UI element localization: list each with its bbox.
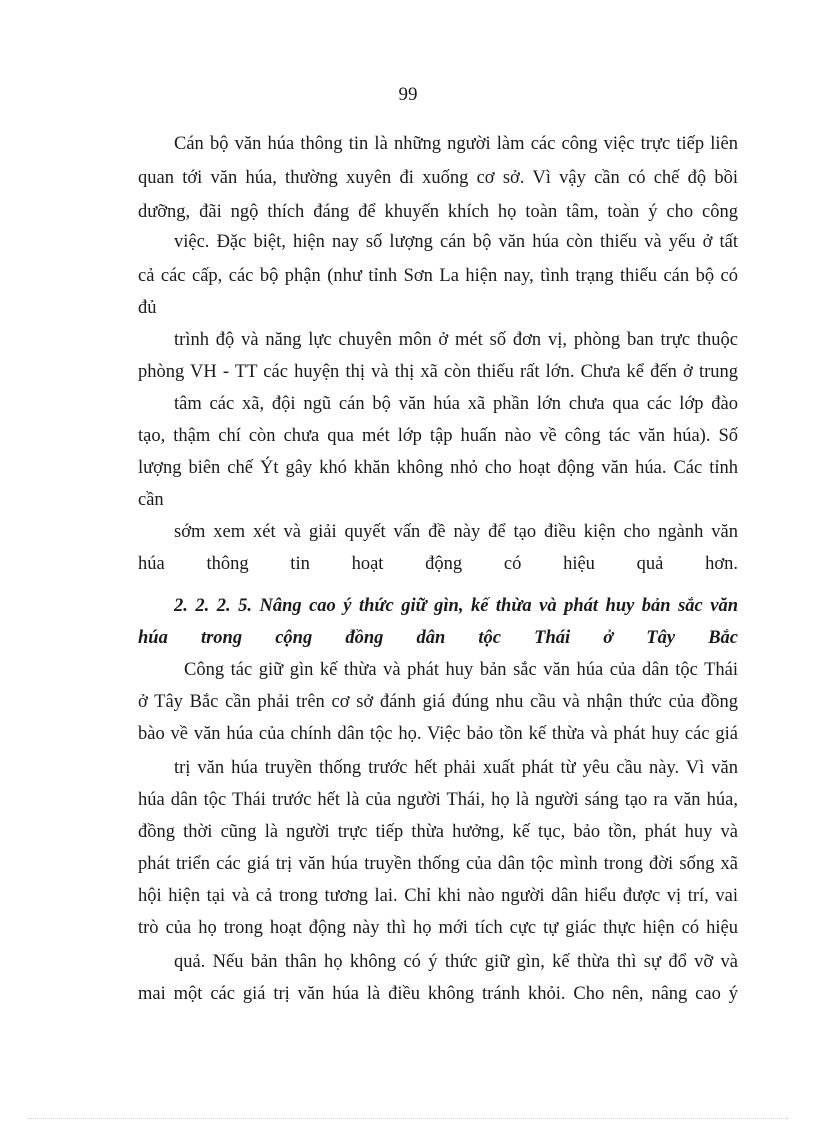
text-line: trò của họ trong hoạt động này thì họ mới tích cực tự giác thực hiện có hiệu — [138, 918, 738, 938]
text-line: cần — [138, 490, 164, 510]
text-line: sớm xem xét và giải quyết vấn đề này để tạo điều kiện cho ngành văn — [174, 522, 738, 542]
text-line: việc. Đặc biệt, hiện nay số lượng cán bộ văn húa còn thiếu và yếu ở tất — [174, 232, 738, 252]
text-line: bào về văn húa của chính dân tộc họ. Việc bảo tồn kế thừa và phát huy các giá — [138, 724, 738, 744]
text-line: trị văn húa truyền thống trước hết phải xuất phát từ yêu cầu này. Vì văn — [174, 758, 738, 778]
text-line: quả. Nếu bản thân họ không có ý thức giữ gìn, kế thừa thì sự đổ vỡ và — [174, 952, 738, 972]
text-line: đủ — [138, 298, 157, 318]
section-heading: 2. 2. 2. 5. Nâng cao ý thức giữ gìn, kế thừa và phát huy bản sắc văn — [174, 596, 738, 616]
text-line: phát triển các giá trị văn húa truyền thống của dân tộc mình trong đời sống xã — [138, 854, 738, 874]
text-line: trình độ và năng lực chuyên môn ở mét số đơn vị, phòng ban trực thuộc — [174, 330, 738, 350]
text-line: ở Tây Bắc cần phải trên cơ sở đánh giá đúng nhu cầu và nhận thức của đồng — [138, 692, 738, 712]
text-line: lượng biên chế Ýt gây khó khăn không nhỏ cho hoạt động văn húa. Các tỉnh — [138, 458, 738, 478]
text-line: Công tác giữ gìn kế thừa và phát huy bản sắc văn húa của dân tộc Thái — [184, 660, 738, 680]
text-line: đồng thời cũng là người trực tiếp thừa hưởng, kế tục, bảo tồn, phát huy và — [138, 822, 738, 842]
text-line: húa thông tin hoạt động có hiệu quả hơn. — [138, 554, 738, 574]
text-line: mai một các giá trị văn húa là điều không tránh khỏi. Cho nên, nâng cao ý — [138, 984, 738, 1004]
text-line: cả các cấp, các bộ phận (như tỉnh Sơn La hiện nay, tình trạng thiếu cán bộ có — [138, 266, 738, 286]
page-bottom-rule — [28, 1118, 788, 1119]
text-line: quan tới văn húa, thường xuyên đi xuống cơ sở. Vì vậy cần có chế độ bồi — [138, 168, 738, 188]
section-heading: húa trong cộng đồng dân tộc Thái ở Tây Bắc — [138, 628, 738, 648]
text-line: tâm các xã, đội ngũ cán bộ văn húa xã phần lớn chưa qua các lớp đào — [174, 394, 738, 414]
text-line: tạo, thậm chí còn chưa qua mét lớp tập huấn nào về công tác văn húa). Số — [138, 426, 738, 446]
text-line: Cán bộ văn húa thông tin là những người làm các công việc trực tiếp liên — [174, 134, 738, 154]
text-line: húa dân tộc Thái trước hết là của người Thái, họ là người sáng tạo ra văn húa, — [138, 790, 738, 810]
text-line: hội hiện tại và cả trong tương lai. Chỉ khi nào người dân hiểu được vị trí, vai — [138, 886, 738, 906]
text-line: phòng VH - TT các huyện thị và thị xã còn thiếu rất lớn. Chưa kể đến ở trung — [138, 362, 738, 382]
text-line: dưỡng, đãi ngộ thích đáng để khuyến khích họ toàn tâm, toàn ý cho công — [138, 202, 738, 222]
page-number: 99 — [398, 84, 418, 105]
